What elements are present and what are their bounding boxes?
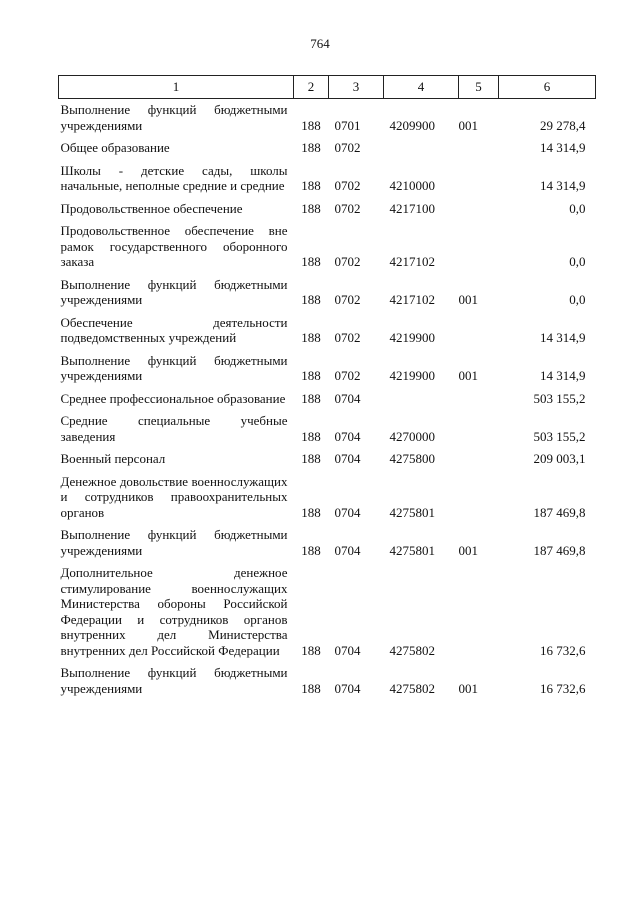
row-col-2: 188 [301,428,321,444]
table-row [59,467,596,521]
row-col-3: 0704 [334,451,361,466]
row-col-3: 0702 [334,178,361,193]
row-col-3: 0704 [334,504,361,520]
header-col-2: 2 [294,76,329,99]
table-row [59,520,596,558]
row-col-2: 188 [301,451,321,466]
table-row [59,308,596,346]
row-col-5 [459,308,499,346]
header-col-6: 6 [499,76,596,99]
table-row [59,346,596,384]
header-col-5: 5 [459,76,499,99]
row-amount: 503 155,2 [533,390,586,406]
row-col-2: 188 [301,292,321,307]
row-amount: 187 469,8 [533,504,586,520]
row-name: Продовольственное обеспечение вне рамок государственного оборонного заказа [60,223,288,269]
row-col-4: 4270000 [389,428,435,444]
row-name: Военный персонал [60,451,166,466]
row-col-4 [384,133,459,156]
row-col-2: 188 [301,680,321,696]
row-col-3: 0701 [334,117,361,133]
row-col-3: 0702 [334,140,361,155]
row-amount: 0,0 [569,292,586,307]
table-row [59,444,596,467]
row-col-5: 001 [458,292,478,307]
row-col-4: 4217100 [389,200,435,216]
row-col-5 [459,156,499,194]
table-row [59,216,596,270]
table-row [59,194,596,217]
row-col-2: 188 [301,504,321,520]
row-amount: 0,0 [569,200,586,216]
row-name: Выполнение функций бюджетными учреждениями [60,527,288,558]
row-name: Выполнение функций бюджетными учреждениями [60,665,288,696]
row-col-3: 0702 [334,200,361,216]
row-col-4: 4209900 [389,117,435,133]
row-name: Общее образование [60,140,170,155]
row-col-3: 0702 [334,292,361,307]
header-col-3: 3 [329,76,384,99]
row-name: Выполнение функций бюджетными учреждениями [60,352,288,383]
row-col-5: 001 [458,368,478,383]
row-name: Дополнительное денежное стимулирование военнослужащих Министерства обороны Российской Федерации и сотрудников органов внутренних дел Министерства внутренних дел Российской Федерации [60,565,288,658]
row-col-2: 188 [301,140,321,155]
row-col-3: 0704 [334,428,361,444]
row-col-4: 4219900 [389,330,435,345]
row-col-2: 188 [301,642,321,658]
table-row [59,156,596,194]
row-amount: 187 469,8 [533,542,586,558]
table-row [59,658,596,696]
row-col-2: 188 [301,117,321,133]
budget-table [58,75,596,696]
row-col-5 [459,558,499,658]
row-col-2: 188 [301,178,321,193]
row-col-2: 188 [301,330,321,345]
row-col-4: 4275801 [389,542,435,558]
row-col-5 [459,467,499,521]
row-col-3: 0704 [334,680,361,696]
row-col-3: 0702 [334,368,361,383]
row-amount: 14 314,9 [540,368,586,383]
row-col-5: 001 [458,117,478,133]
table-row [59,558,596,658]
row-col-5: 001 [458,680,478,696]
row-col-4: 4275802 [389,642,435,658]
row-name: Выполнение функций бюджетными учреждениями [60,276,288,307]
row-amount: 0,0 [569,254,586,269]
row-col-4: 4275801 [389,504,435,520]
row-col-5 [459,384,499,407]
row-name: Продовольственное обеспечение [60,200,243,216]
row-col-3: 0704 [334,542,361,558]
header-col-1: 1 [59,76,294,99]
row-col-2: 188 [301,368,321,383]
row-col-2: 188 [301,254,321,269]
row-col-2: 188 [301,390,321,406]
row-name: Школы - детские сады, школы начальные, неполные средние и средние [60,162,288,193]
table-row [59,270,596,308]
table-row [59,99,596,134]
header-row [59,76,596,99]
row-col-4: 4275802 [389,680,435,696]
row-col-4: 4217102 [389,254,435,269]
table-row [59,406,596,444]
row-name: Средние специальные учебные заведения [60,413,288,444]
row-col-5 [459,133,499,156]
row-amount: 14 314,9 [540,140,586,155]
row-col-3: 0704 [334,390,361,406]
row-amount: 14 314,9 [540,330,586,345]
page-number: 764 [310,36,330,51]
row-col-3: 0702 [334,254,361,269]
row-col-2: 188 [301,200,321,216]
row-col-3: 0702 [334,330,361,345]
row-name: Среднее профессиональное образование [60,390,286,406]
table-row [59,384,596,407]
row-col-4: 4275800 [389,451,435,466]
row-col-3: 0704 [334,642,361,658]
row-amount: 503 155,2 [533,428,586,444]
row-col-5 [459,216,499,270]
table-body [59,99,596,697]
header-col-4: 4 [384,76,459,99]
row-amount: 16 732,6 [540,642,586,658]
row-col-5 [459,444,499,467]
row-col-5: 001 [458,542,478,558]
row-name: Выполнение функций бюджетными учреждениями [60,102,288,133]
row-amount: 14 314,9 [540,178,586,193]
row-amount: 16 732,6 [540,680,586,696]
row-col-4: 4210000 [389,178,435,193]
row-col-4 [384,384,459,407]
row-name: Обеспечение деятельности подведомственных учреждений [60,314,288,345]
row-col-5 [459,194,499,217]
row-amount: 209 003,1 [533,451,586,466]
row-amount: 29 278,4 [540,117,586,133]
row-col-4: 4219900 [389,368,435,383]
row-name: Денежное довольствие военнослужащих и сотрудников правоохранительных органов [60,473,288,520]
table-header [59,76,596,99]
table-row [59,133,596,156]
row-col-5 [459,406,499,444]
row-col-4: 4217102 [389,292,435,307]
row-col-2: 188 [301,542,321,558]
